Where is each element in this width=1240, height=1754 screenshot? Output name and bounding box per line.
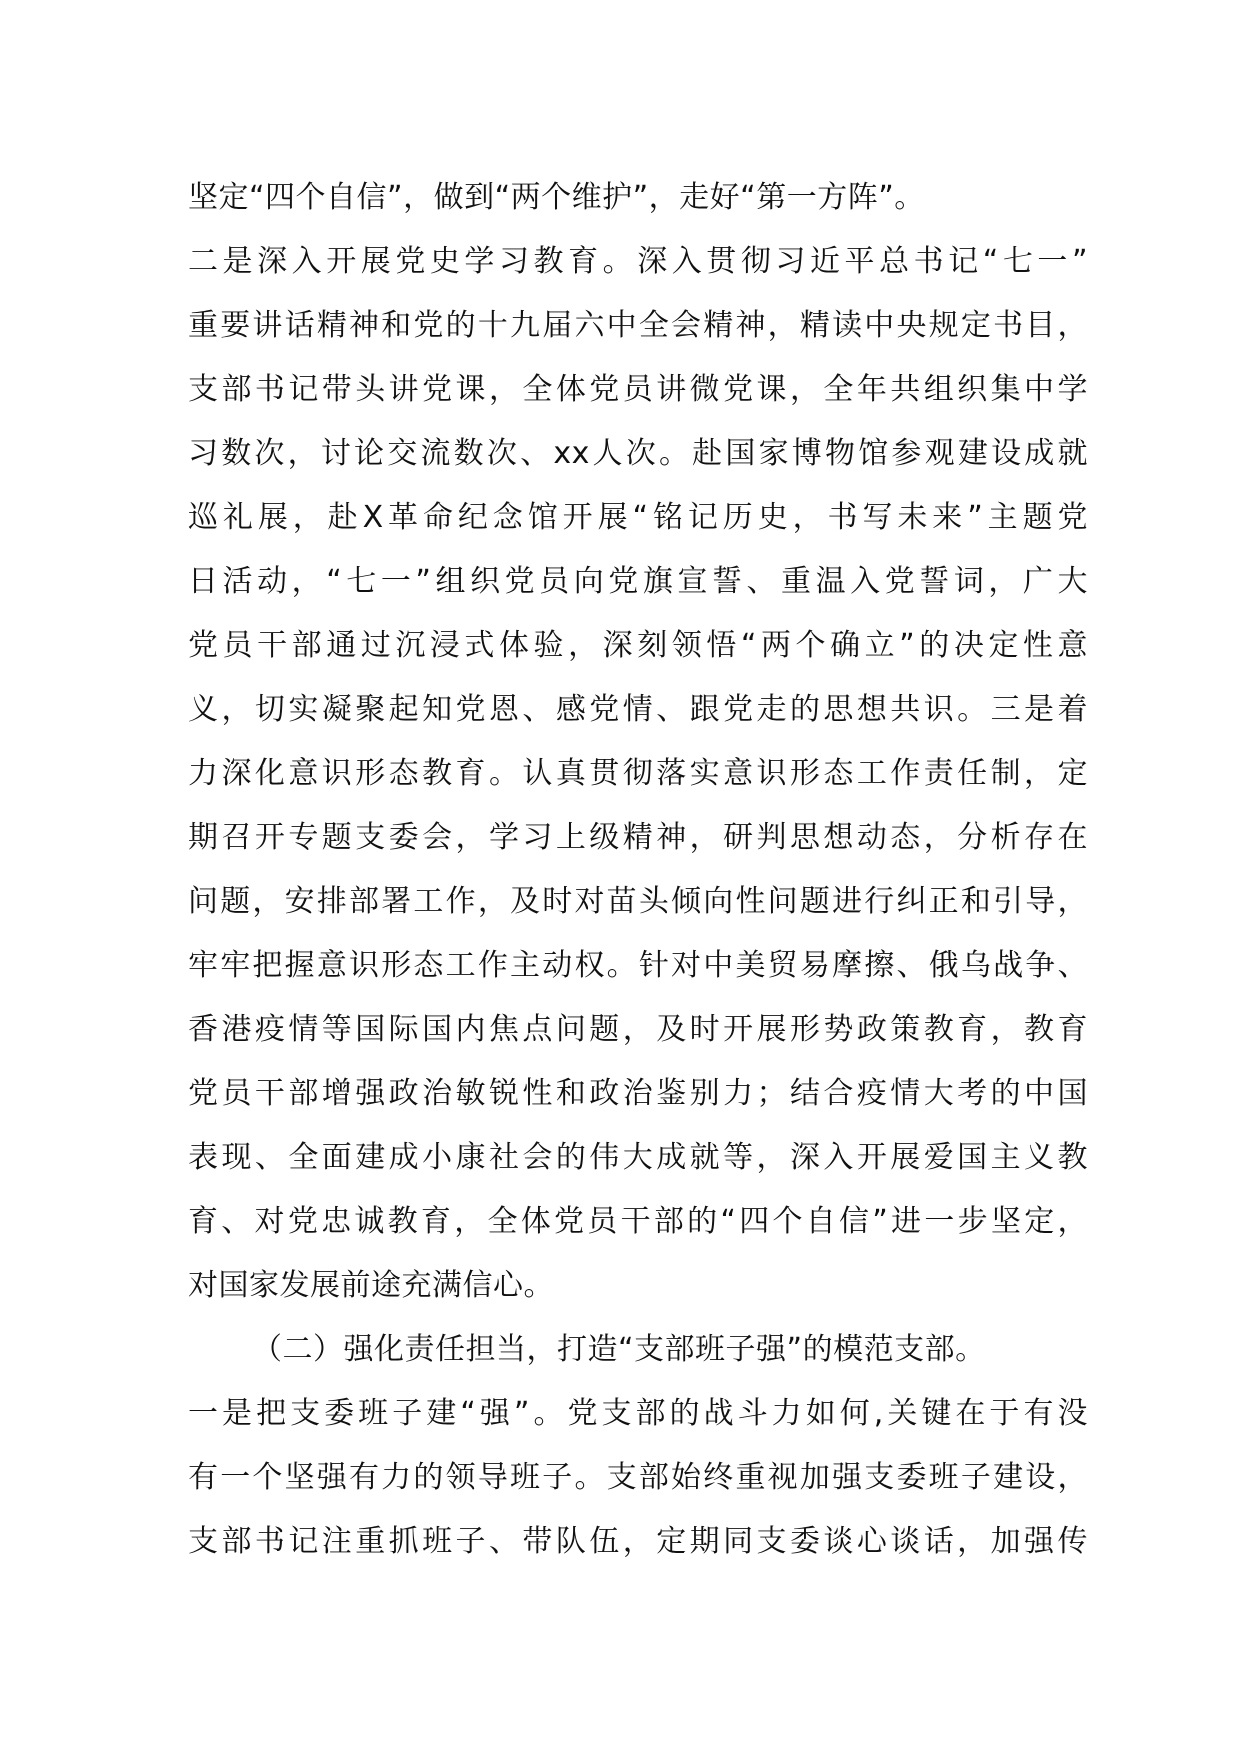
text-line: 二是深入开展党史学习教育。深入贯彻习近平总书记“七一” bbox=[188, 244, 1088, 279]
text-line: 义，切实凝聚起知党恩、感党情、跟党走的思想共识。三是着 bbox=[188, 692, 1088, 727]
text-line: 一是把支委班子建“强”。党支部的战斗力如何,关键在于有没 bbox=[188, 1396, 1088, 1431]
section-heading: （二）强化责任担当，打造“支部班子强”的模范支部。 bbox=[252, 1332, 986, 1367]
text-line: 问题，安排部署工作，及时对苗头倾向性问题进行纠正和引导， bbox=[188, 884, 1088, 919]
text-line: 坚定“四个自信”，做到“两个维护”，走好“第一方阵”。 bbox=[188, 180, 925, 215]
text-line: 有一个坚强有力的领导班子。支部始终重视加强支委班子建设， bbox=[188, 1460, 1088, 1495]
text-line: 牢牢把握意识形态工作主动权。针对中美贸易摩擦、俄乌战争、 bbox=[188, 948, 1088, 983]
text-line: 表现、全面建成小康社会的伟大成就等，深入开展爱国主义教 bbox=[188, 1140, 1088, 1175]
text-line: 对国家发展前途充满信心。 bbox=[188, 1268, 554, 1303]
text-line: 习数次，讨论交流数次、xx人次。赴国家博物馆参观建设成就 bbox=[188, 436, 1088, 471]
text-line: 支部书记带头讲党课，全体党员讲微党课，全年共组织集中学 bbox=[188, 372, 1088, 407]
body-text bbox=[188, 166, 1088, 1574]
text-line: 日活动，“七一”组织党员向党旗宣誓、重温入党誓词，广大 bbox=[188, 564, 1088, 599]
text-line: 重要讲话精神和党的十九届六中全会精神，精读中央规定书目， bbox=[188, 308, 1088, 343]
text-line: 巡礼展，赴X革命纪念馆开展“铭记历史，书写未来”主题党 bbox=[188, 500, 1088, 535]
text-line: 力深化意识形态教育。认真贯彻落实意识形态工作责任制，定 bbox=[188, 756, 1088, 791]
text-line: 育、对党忠诚教育，全体党员干部的“四个自信”进一步坚定， bbox=[188, 1204, 1088, 1239]
text-line: 党员干部增强政治敏锐性和政治鉴别力；结合疫情大考的中国 bbox=[188, 1076, 1088, 1111]
text-line: 期召开专题支委会，学习上级精神，研判思想动态，分析存在 bbox=[188, 820, 1088, 855]
text-line: 支部书记注重抓班子、带队伍，定期同支委谈心谈话，加强传 bbox=[188, 1524, 1088, 1559]
text-line: 香港疫情等国际国内焦点问题，及时开展形势政策教育，教育 bbox=[188, 1012, 1088, 1047]
text-line: 党员干部通过沉浸式体验，深刻领悟“两个确立”的决定性意 bbox=[188, 628, 1088, 663]
